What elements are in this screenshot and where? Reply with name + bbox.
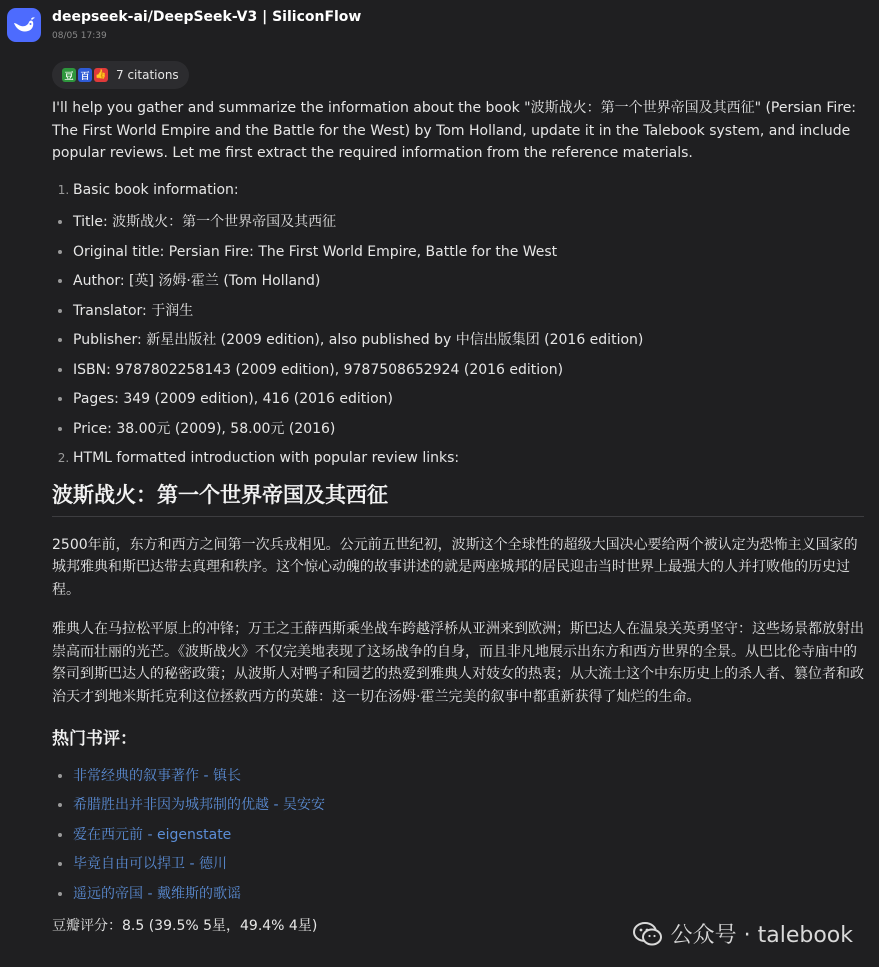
fact-author: • Author: [英] 汤姆·霍兰 (Tom Holland) — [73, 270, 864, 293]
conversation-title: deepseek-ai/DeepSeek-V3 | SiliconFlow — [52, 9, 362, 25]
fact-price: • Price: 38.00元 (2009), 58.00元 (2016) — [73, 418, 864, 441]
step-list-2 — [52, 447, 864, 470]
review-link[interactable]: 非常经典的叙事著作 - 镇长 — [73, 767, 241, 784]
assistant-message — [52, 97, 864, 938]
douban-icon: 豆 — [62, 68, 76, 82]
fact-translator: • Translator: 于润生 — [73, 300, 864, 323]
fact-isbn: • ISBN: 9787802258143 (2009 edition), 9787508652924 (2016 edition) — [73, 359, 864, 382]
list-item — [73, 853, 864, 876]
avatar — [7, 8, 41, 42]
reviews-list — [52, 765, 864, 906]
douban-rating: 豆瓣评分：8.5 (39.5% 5星，49.4% 4星) — [52, 918, 318, 934]
fact-publisher: • Publisher: 新星出版社 (2009 edition), also published by 中信出版集团 (2016 edition) — [73, 329, 864, 352]
citation-source-icons — [62, 68, 108, 82]
review-link[interactable]: 爱在西元前 - eigenstate — [73, 826, 232, 843]
review-link[interactable]: 毕竟自由可以捍卫 - 德川 — [73, 856, 227, 872]
intro-paragraph: I'll help you gather and summarize the information about the book "波斯战火：第一个世界帝国及其西征" (Persian Fire: The First World Empire and the Battle for the West) by Tom Holland, update it in the Talebook system, and include popular reviews. Let me first extract the required information from the reference materials. — [52, 100, 857, 161]
baidu-icon: 百 — [78, 68, 92, 82]
step-basic-info: 1. Basic book information: — [73, 179, 864, 202]
intro-paragraph-1: 2500年前，东方和西方之间第一次兵戎相见。公元前五世纪初，波斯这个全球性的超级大国决心要给两个被认定为恐怖主义国家的城邦雅典和斯巴达带去真理和秩序。这个惊心动魄的故事讲述的就是两座城邦的居民迎击当时世界上最强大的人并打败他的历史过程。 — [52, 536, 858, 598]
review-link[interactable]: 遥远的帝国 - 戴维斯的歌谣 — [73, 885, 241, 902]
fact-title: • Title: 波斯战火：第一个世界帝国及其西征 — [73, 211, 864, 234]
watermark — [633, 918, 853, 949]
book-facts-list — [52, 211, 864, 440]
list-item — [73, 794, 864, 817]
book-heading: 波斯战火：第一个世界帝国及其西征 — [52, 480, 864, 517]
fact-pages: • Pages: 349 (2009 edition), 416 (2016 edition) — [73, 388, 864, 411]
message-timestamp: 08/05 17:39 — [52, 31, 107, 41]
step-list-1 — [52, 179, 864, 202]
list-item — [73, 765, 864, 788]
reviews-heading: 热门书评： — [52, 729, 137, 749]
citations-chip[interactable] — [52, 61, 189, 89]
deepseek-whale-icon — [12, 15, 36, 35]
wechat-icon — [633, 921, 663, 947]
review-link[interactable]: 希腊胜出并非因为城邦制的优越 - 吴安安 — [73, 797, 325, 813]
fact-original-title: • Original title: Persian Fire: The First World Empire, Battle for the West — [73, 241, 864, 264]
intro-paragraph-2: 雅典人在马拉松平原上的冲锋；万王之王薛西斯乘坐战车跨越浮桥从亚洲来到欧洲；斯巴达人在温泉关英勇坚守：这些场景都放射出崇高而壮丽的光芒。《波斯战火》不仅完美地表现了这场战争的自身，而且非凡地展示出东方和西方世界的全景。从巴比伦寺庙中的祭司到斯巴达人的秘密政策；从波斯人对鸭子和园艺的热爱到雅典人对妓女的热衷；从大流士这个中东历史上的杀人者、篡位者和政治天才到地米斯托克利这位拯救西方的英雄：这一切在汤姆·霍兰完美的叙事中都重新获得了灿烂的生命。 — [52, 621, 864, 705]
step-html-intro: 2. HTML formatted introduction with popular review links: — [73, 447, 864, 470]
zhihu-icon: 👍 — [95, 70, 107, 80]
citations-label: 7 citations — [116, 68, 179, 82]
list-item — [73, 883, 864, 906]
watermark-text: 公众号 · talebook — [670, 923, 853, 948]
list-item — [73, 824, 864, 847]
